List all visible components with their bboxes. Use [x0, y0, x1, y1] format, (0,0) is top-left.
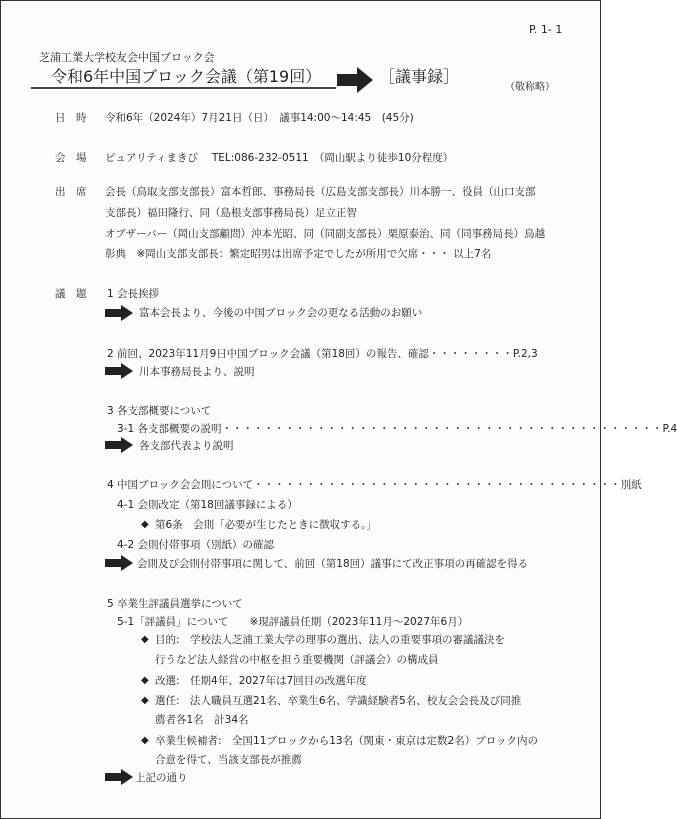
result-arrow-icon [105, 363, 133, 379]
detail-candidates-cont: 合意を得て、当該支部長が推薦 [155, 754, 302, 766]
agenda-item-4-1: 4-1 会則改定（第18回議事録による） [117, 499, 298, 511]
attendees-line: 支部長）福田隆行、同（島根支部事務局長）足立正智 [105, 207, 357, 219]
agenda-item-4-1-detail: 第6条 会則「必要が生じたときに徴収する。」 [155, 519, 377, 531]
agenda-item-4: 4 中国ブロック会会則について・・・・・・・・・・・・・・・・・・・・・・・・・・・・・・・・・・・別紙 [107, 479, 642, 491]
document-type: ［議事録］ [379, 67, 460, 86]
agenda-item-1-result: 富本会長より、今後の中国ブロック会の更なる活動のお願い [139, 307, 423, 319]
attendees-line: 彰典 ※岡山支部支部長：繁定昭男は出席予定でしたが所用で欠席・・・ 以上7名 [105, 248, 492, 260]
agenda-label: 議 題 [55, 288, 87, 300]
honorific-note: （敬称略） [505, 82, 555, 93]
bullet-diamond-icon: ◆ [141, 675, 149, 686]
agenda-item-1: 1 会長挨拶 [107, 288, 160, 300]
agenda-item-3-1: 3-1 各支部概要の説明・・・・・・・・・・・・・・・・・・・・・・・・・・・・・・・・・・・・・・・・・・P.4 [117, 423, 677, 435]
bullet-diamond-icon: ◆ [141, 519, 149, 530]
date-label: 日 時 [55, 112, 87, 124]
agenda-item-3-result: 各支部代表より説明 [139, 440, 234, 452]
detail-purpose-cont: 行うなど法人経営の中枢を担う重要機関（評議会）の構成員 [155, 654, 439, 666]
result-arrow-icon [105, 437, 133, 453]
venue-label: 会 場 [55, 152, 87, 164]
organization-name: 芝浦工業大学校友会中国ブロック会 [39, 51, 215, 64]
detail-purpose: 目的: 学校法人芝浦工業大学の理事の選出、法人の重要事項の審議議決を [155, 634, 506, 646]
detail-selection-cont: 薦者各1名 計34名 [155, 714, 249, 726]
agenda-item-5: 5 卒業生評議員選挙について [107, 598, 243, 610]
venue-value: ピュアリティまきび TEL:086-232-0511 （岡山駅より徒歩10分程度） [105, 152, 454, 164]
detail-reelection: 改選: 任期4年、2027年は7回目の改選年度 [155, 675, 367, 687]
bullet-diamond-icon: ◆ [141, 634, 149, 645]
agenda-item-4-2: 4-2 会則付帯事項（別紙）の確認 [117, 539, 274, 551]
agenda-item-2-result: 川本事務局長より、説明 [139, 366, 255, 378]
detail-candidates: 卒業生候補者: 全国11ブロックから13名（関東・東京は定数2名）ブロック内の [155, 735, 539, 747]
bullet-diamond-icon: ◆ [141, 695, 149, 706]
date-value: 令和6年（2024年）7月21日（日） 議事14:00～14:45 (45分) [105, 112, 414, 124]
document-title: 令和6年中国ブロック会議（第19回） [51, 67, 322, 86]
agenda-item-2: 2 前回、2023年11月9日中国ブロック会議（第18回）の報告、確認・・・・・・・・P.2,3 [107, 348, 538, 360]
page-number: P. 1- 1 [529, 23, 563, 36]
result-arrow-icon [105, 305, 133, 321]
title-arrow-icon [337, 67, 373, 93]
result-arrow-icon [105, 769, 133, 785]
agenda-item-3: 3 各支部概要について [107, 405, 212, 417]
attendees-line: 会長（鳥取支部支部長）富本哲郎、事務局長（広島支部支部長）川本勝一、役員（山口支部 [105, 186, 536, 198]
agenda-item-5-1: 5-1「評議員」について ※現評議員任期（2023年11月～2027年6月） [117, 616, 469, 628]
detail-selection: 選任: 法人職員互選21名、卒業生6名、学識経験者5名、校友会会長及び同推 [155, 695, 522, 707]
attendees-line: オブザーバー（岡山支部顧問）沖本光昭、同（同副支部長）栗原泰治、同（同事務局長）鳥越 [105, 228, 546, 240]
agenda-item-4-result: 会則及び会則付帯事項に関して、前回（第18回）議事にて改正事項の再確認を得る [137, 558, 529, 570]
agenda-item-5-result: 上記の通り [135, 772, 188, 784]
result-arrow-icon [105, 555, 133, 571]
bullet-diamond-icon: ◆ [141, 735, 149, 746]
title-underline [31, 87, 336, 89]
attendees-label: 出 席 [55, 186, 87, 198]
